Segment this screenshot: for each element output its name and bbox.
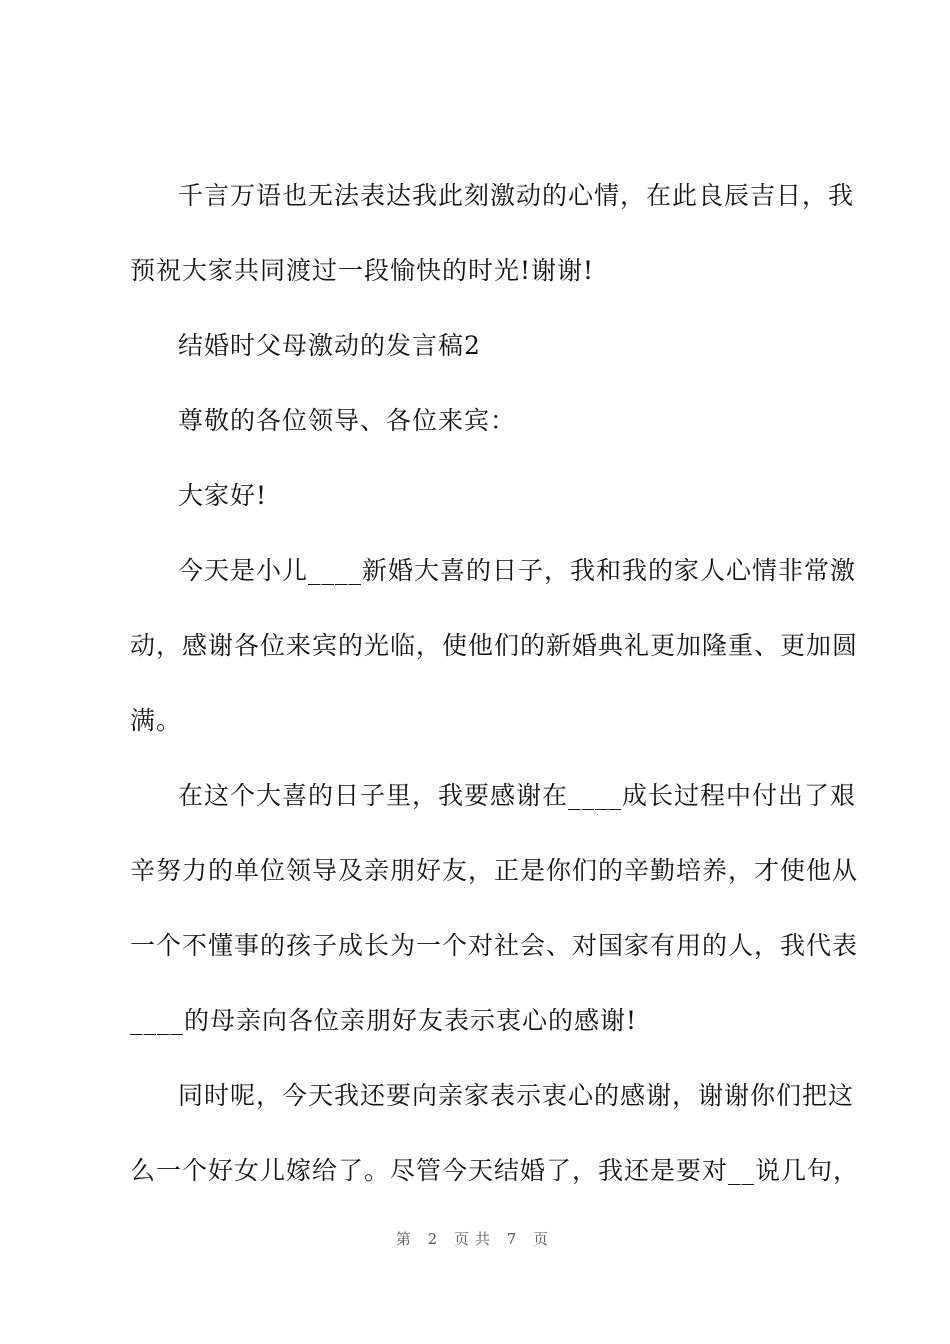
paragraph-line: 么一个好女儿嫁给了。尽管今天结婚了，我还是要对__说几句， bbox=[130, 1156, 860, 1185]
section-heading: 结婚时父母激动的发言稿2 bbox=[178, 331, 481, 360]
paragraph-line: 同时呢，今天我还要向亲家表示衷心的感谢，谢谢你们把这 bbox=[178, 1081, 855, 1110]
paragraph-line: 预祝大家共同渡过一段愉快的时光!谢谢! bbox=[130, 256, 595, 285]
paragraph-line: ____的母亲向各位亲朋好友表示衷心的感谢! bbox=[130, 1006, 638, 1035]
paragraph-line: 千言万语也无法表达我此刻激动的心情，在此良辰吉日，我 bbox=[178, 181, 855, 210]
salutation-line: 尊敬的各位领导、各位来宾： bbox=[178, 406, 517, 435]
paragraph-line: 辛努力的单位领导及亲朋好友，正是你们的辛勤培养，才使他从 bbox=[130, 856, 859, 885]
paragraph-line: 一个不懂事的孩子成长为一个对社会、对国家有用的人，我代表 bbox=[130, 931, 859, 960]
paragraph-line: 动，感谢各位来宾的光临，使他们的新婚典礼更加隆重、更加圆 bbox=[130, 631, 859, 660]
paragraph-line: 满。 bbox=[130, 706, 183, 735]
page-number-footer: 第 2 页共 7 页 bbox=[395, 1230, 555, 1248]
paragraph-line: 今天是小儿____新婚大喜的日子，我和我的家人心情非常激 bbox=[178, 556, 857, 585]
greeting-line: 大家好! bbox=[178, 481, 268, 510]
paragraph-line: 在这个大喜的日子里，我要感谢在____成长过程中付出了艰 bbox=[178, 781, 857, 810]
